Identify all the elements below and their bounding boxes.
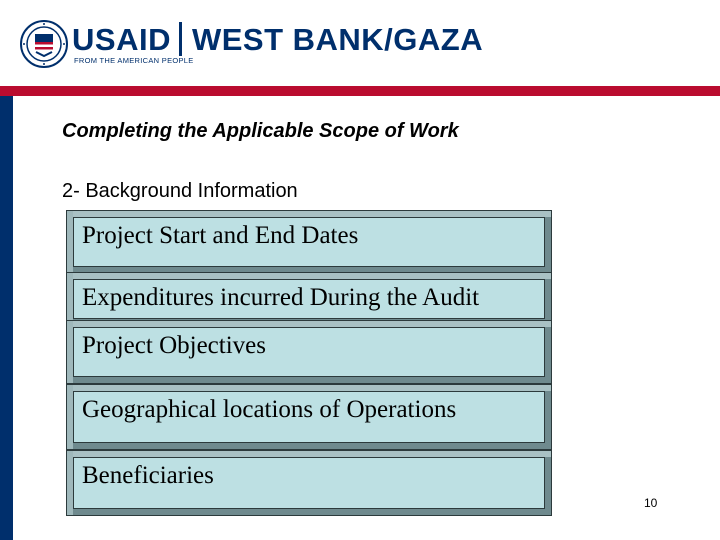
brand-region: WEST BANK/GAZA xyxy=(191,22,484,57)
brand-divider xyxy=(179,22,182,56)
info-box-label: Beneficiaries xyxy=(82,462,214,489)
info-box-label: Expenditures incurred During the Audit xyxy=(82,284,480,311)
info-box-objectives xyxy=(66,320,552,384)
brand-wordmark xyxy=(72,20,483,60)
page-number: 10 xyxy=(644,496,658,510)
usaid-seal-icon xyxy=(20,20,68,68)
header-red-bar xyxy=(0,86,720,96)
info-box-label: Geographical locations of Operations xyxy=(82,396,457,423)
slide-title: Completing the Applicable Scope of Work xyxy=(62,120,459,142)
info-box-label: Project Start and End Dates xyxy=(82,222,359,249)
brand-tagline: FROM THE AMERICAN PEOPLE xyxy=(74,56,194,65)
info-box-beneficiaries xyxy=(66,450,552,516)
info-box-start-end-dates xyxy=(66,210,552,274)
brand-usaid: USAID xyxy=(72,22,171,57)
info-box-expenditures xyxy=(66,272,552,326)
slide-subtitle: 2- Background Information xyxy=(62,180,298,202)
left-accent-bar xyxy=(0,96,13,540)
info-box-locations xyxy=(66,384,552,450)
slide-header xyxy=(0,0,720,86)
info-box-label: Project Objectives xyxy=(82,332,266,359)
